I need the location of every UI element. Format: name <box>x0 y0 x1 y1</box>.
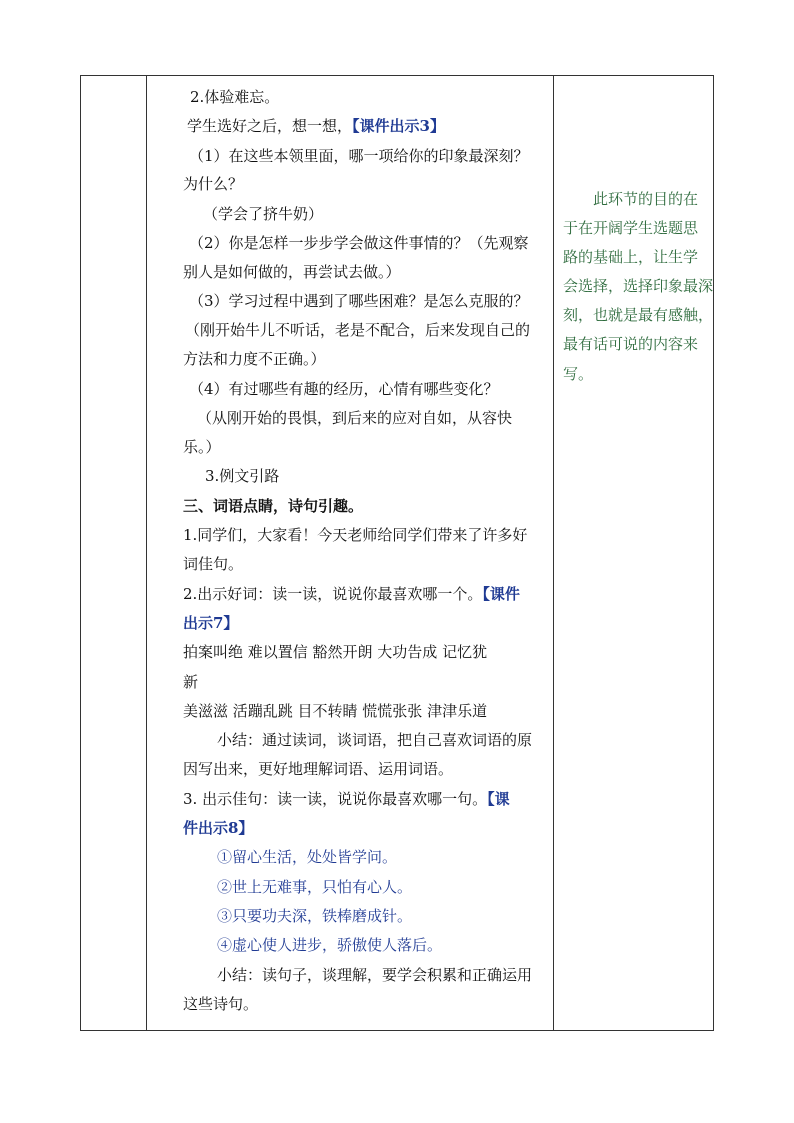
question-4: （4）有过哪些有趣的经历，心情有哪些变化？ <box>189 380 499 398</box>
step-3-heading: 3.例文引路 <box>205 467 280 485</box>
summary-1: 小结：通过读词，谈词语，把自己喜欢词语的原 <box>217 731 533 749</box>
column-divider-right <box>553 76 554 1030</box>
question-3: （3）学习过程中遇到了哪些困难？是怎么克服的？ <box>189 292 529 310</box>
question-2: （2）你是怎样一步步学会做这件事情的？（先观察 <box>189 234 529 252</box>
intent-line-3: 路的基础上，让生学 <box>563 248 699 266</box>
line-prompt: 学生选好之后，想一想，【课件出示3】 <box>187 117 445 135</box>
answer-4-cont: 乐。） <box>183 438 221 456</box>
answer-4: （从刚开始的畏惧，到后来的应对自如，从容快 <box>197 409 513 427</box>
courseware-label-7-cont: 出示7】 <box>183 614 239 632</box>
intent-line-6: 最有话可说的内容来 <box>563 335 699 353</box>
intent-line-4: 会选择，选择印象最深 <box>563 277 714 295</box>
sentence-2: ②世上无难事，只怕有心人。 <box>217 878 413 896</box>
word-list-2: 美滋滋 活蹦乱跳 目不转睛 慌慌张张 津津乐道 <box>183 702 488 720</box>
summary-2-cont: 这些诗句。 <box>183 995 259 1013</box>
sentence-4: ④虚心使人进步，骄傲使人落后。 <box>217 936 443 954</box>
sentence-1: ①留心生活，处处皆学问。 <box>217 848 398 866</box>
word-list-1: 拍案叫绝 难以置信 豁然开朗 大功告成 记忆犹 <box>183 643 488 661</box>
question-2-cont: 别人是如何做的，再尝试去做。） <box>183 263 401 281</box>
lesson-table <box>80 75 714 1031</box>
intro-line: 1.同学们，大家看！今天老师给同学们带来了许多好 <box>183 526 528 544</box>
intro-line-cont: 词佳句。 <box>183 555 244 573</box>
step-2-heading: 2.体验难忘。 <box>190 88 280 106</box>
answer-3: （刚开始牛儿不听话，老是不配合，后来发现自己的 <box>185 321 531 339</box>
question-1: （1）在这些本领里面，哪一项给你的印象最深刻？ <box>189 147 529 165</box>
summary-1-cont: 因写出来，更好地理解词语、运用词语。 <box>183 760 454 778</box>
intent-line-7: 写。 <box>563 365 594 383</box>
courseware-label-3: 【课件出示3】 <box>352 117 445 135</box>
courseware-label-7: 【课件 <box>482 585 520 603</box>
summary-2: 小结：读句子，谈理解，要学会积累和正确运用 <box>217 966 533 984</box>
intent-line-2: 于在开阔学生选题思 <box>563 219 699 237</box>
intent-line-5: 刻，也就是最有感触， <box>563 306 714 324</box>
sentence-3: ③只要功夫深，铁棒磨成针。 <box>217 907 413 925</box>
column-divider-left <box>146 76 147 1030</box>
courseware-label-8: 【课 <box>487 790 510 808</box>
words-prompt: 2.出示好词：读一读，说说你最喜欢哪一个。【课件 <box>183 585 520 603</box>
courseware-label-8-cont: 件出示8】 <box>183 819 254 837</box>
section-3-title: 三、词语点睛，诗句引趣。 <box>183 497 364 515</box>
word-list-1-cont: 新 <box>183 673 199 691</box>
intent-line-1: 此环节的目的在 <box>593 190 699 208</box>
answer-3-cont: 方法和力度不正确。） <box>183 350 326 368</box>
sentences-prompt: 3. 出示佳句：读一读，说说你最喜欢哪一句。【课 <box>183 790 510 808</box>
answer-1: （学会了挤牛奶） <box>203 205 324 223</box>
question-1-cont: 为什么？ <box>183 175 244 193</box>
